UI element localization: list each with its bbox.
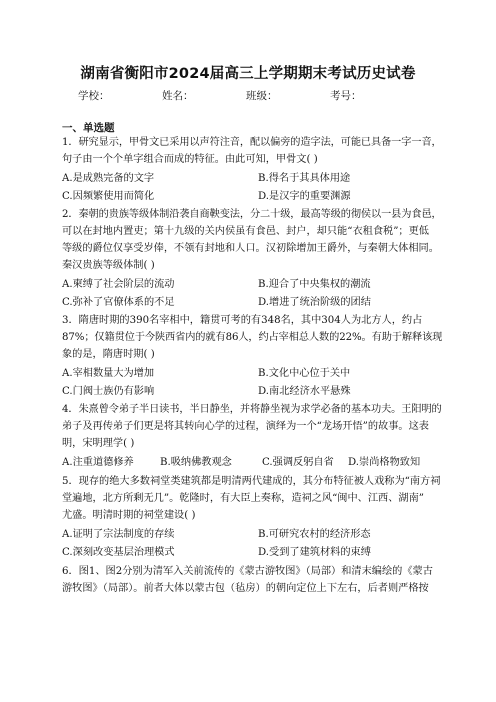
- question-text-line: 4．朱熹曾令弟子半日读书，半日静坐，并将静坐视为求学必备的基本功夫。王阳明的: [62, 404, 442, 415]
- option-c[interactable]: C.深刻改变基层治理模式: [62, 547, 175, 558]
- question-text-line: 5．现存的绝大多数祠堂类建筑都是明清两代建成的，其分布特征被人戏称为“南方祠: [62, 476, 441, 487]
- option-a[interactable]: A.柬缚了社会阶层的流动: [62, 279, 175, 290]
- question-text-line: 游牧图》（局部）。前者大体以蒙古包（毡房）的朝向定位上下左右，后者则严格按: [62, 583, 429, 594]
- question-text-line: 弟子及再传弟子们更是将其转向心学的过程，演绎为一个“龙场开悟”的故事。这表: [62, 421, 429, 432]
- question-text-line: 等级的爵位仅享受岁俸，不领有封地和人口。汉初除增加王爵外，与秦朝大体相同。: [62, 243, 439, 254]
- exam-number-field-label: 考号：: [330, 90, 362, 102]
- option-b[interactable]: B.文化中心位于关中: [258, 368, 351, 379]
- option-d[interactable]: D.增进了统治阶级的团结: [258, 297, 371, 308]
- option-d[interactable]: D.崇尚格物致知: [348, 457, 421, 468]
- option-a[interactable]: A.证明了宗法制度的存续: [62, 529, 175, 540]
- option-c[interactable]: C.因频繁使用而简化: [62, 191, 155, 202]
- option-d[interactable]: D.受到了建筑材料的束缚: [258, 547, 371, 558]
- class-field-label: 班级：: [246, 90, 278, 102]
- option-b[interactable]: B.得名于其具体用途: [258, 173, 351, 184]
- option-a[interactable]: A.宰相数量大为增加: [62, 368, 155, 379]
- option-c[interactable]: C.弥补了官僚体系的不足: [62, 297, 175, 308]
- question-text-line: 象的是，隋唐时期( ): [62, 349, 155, 360]
- option-b[interactable]: B.可研究农村的经济形态: [258, 529, 371, 540]
- section-title: 一、单选题: [62, 122, 115, 134]
- question-text-line: 秦汉贵族等级体制( ): [62, 260, 155, 271]
- option-b[interactable]: B.吸纳佛教观念: [160, 457, 232, 468]
- question-text-line: 2．秦朝的贵族等级体制沿袭自商鞅变法，分二十级，最高等级的彻侯以一县为食邑，: [62, 209, 442, 220]
- question-text-line: 明，宋明理学( ): [62, 438, 135, 449]
- question-text-line: 1．研究显示，甲骨文已采用以声符注音，配以偏旁的造字法，可能已具备一字一音，: [62, 137, 442, 148]
- question-text-line: 3．隋唐时期的390名宰相中，籍贯可考的有348名，其中304人为北方人，约占: [62, 315, 423, 326]
- school-field-label: 学校：: [78, 90, 110, 102]
- exam-title: 湖南省衡阳市2024届高三上学期期末考试历史试卷: [80, 66, 416, 82]
- option-a[interactable]: A.注重道德修养: [62, 457, 134, 468]
- name-field-label: 姓名：: [162, 90, 194, 102]
- question-text-line: 可以在封地内置吏；第十九级的关内侯虽有食邑、封户，却只能“衣租食税”；更低: [62, 226, 429, 237]
- option-d[interactable]: D.是汉字的重要渊源: [258, 191, 351, 202]
- question-text-line: 句子由一个个单字组合而成的特征。由此可知，甲骨文( ): [62, 154, 318, 165]
- question-text-line: 6．图1、图2分别为清军入关前流传的《蒙古游牧图》（局部）和清末编绘的《蒙古: [62, 566, 433, 577]
- option-a[interactable]: A.是成熟完备的文字: [62, 173, 155, 184]
- option-d[interactable]: D.南北经济水平悬殊: [258, 386, 351, 397]
- question-text-line: 尤盛。明清时期的祠堂建设( ): [62, 510, 196, 521]
- question-text-line: 堂遍地，北方所剩无几”。乾隆时，有大臣上奏称，造祠之风“闽中、江西、湖南”: [62, 493, 424, 504]
- option-c[interactable]: C.门阀士族仍有影响: [62, 386, 155, 397]
- option-b[interactable]: B.迎合了中央集权的潮流: [258, 279, 371, 290]
- question-text-line: 87%；仅籍贯位于今陕西省内的就有86人，约占宰相总人数的22%。有助于解释该现: [62, 332, 443, 343]
- option-c[interactable]: C.强调反躬自省: [262, 457, 334, 468]
